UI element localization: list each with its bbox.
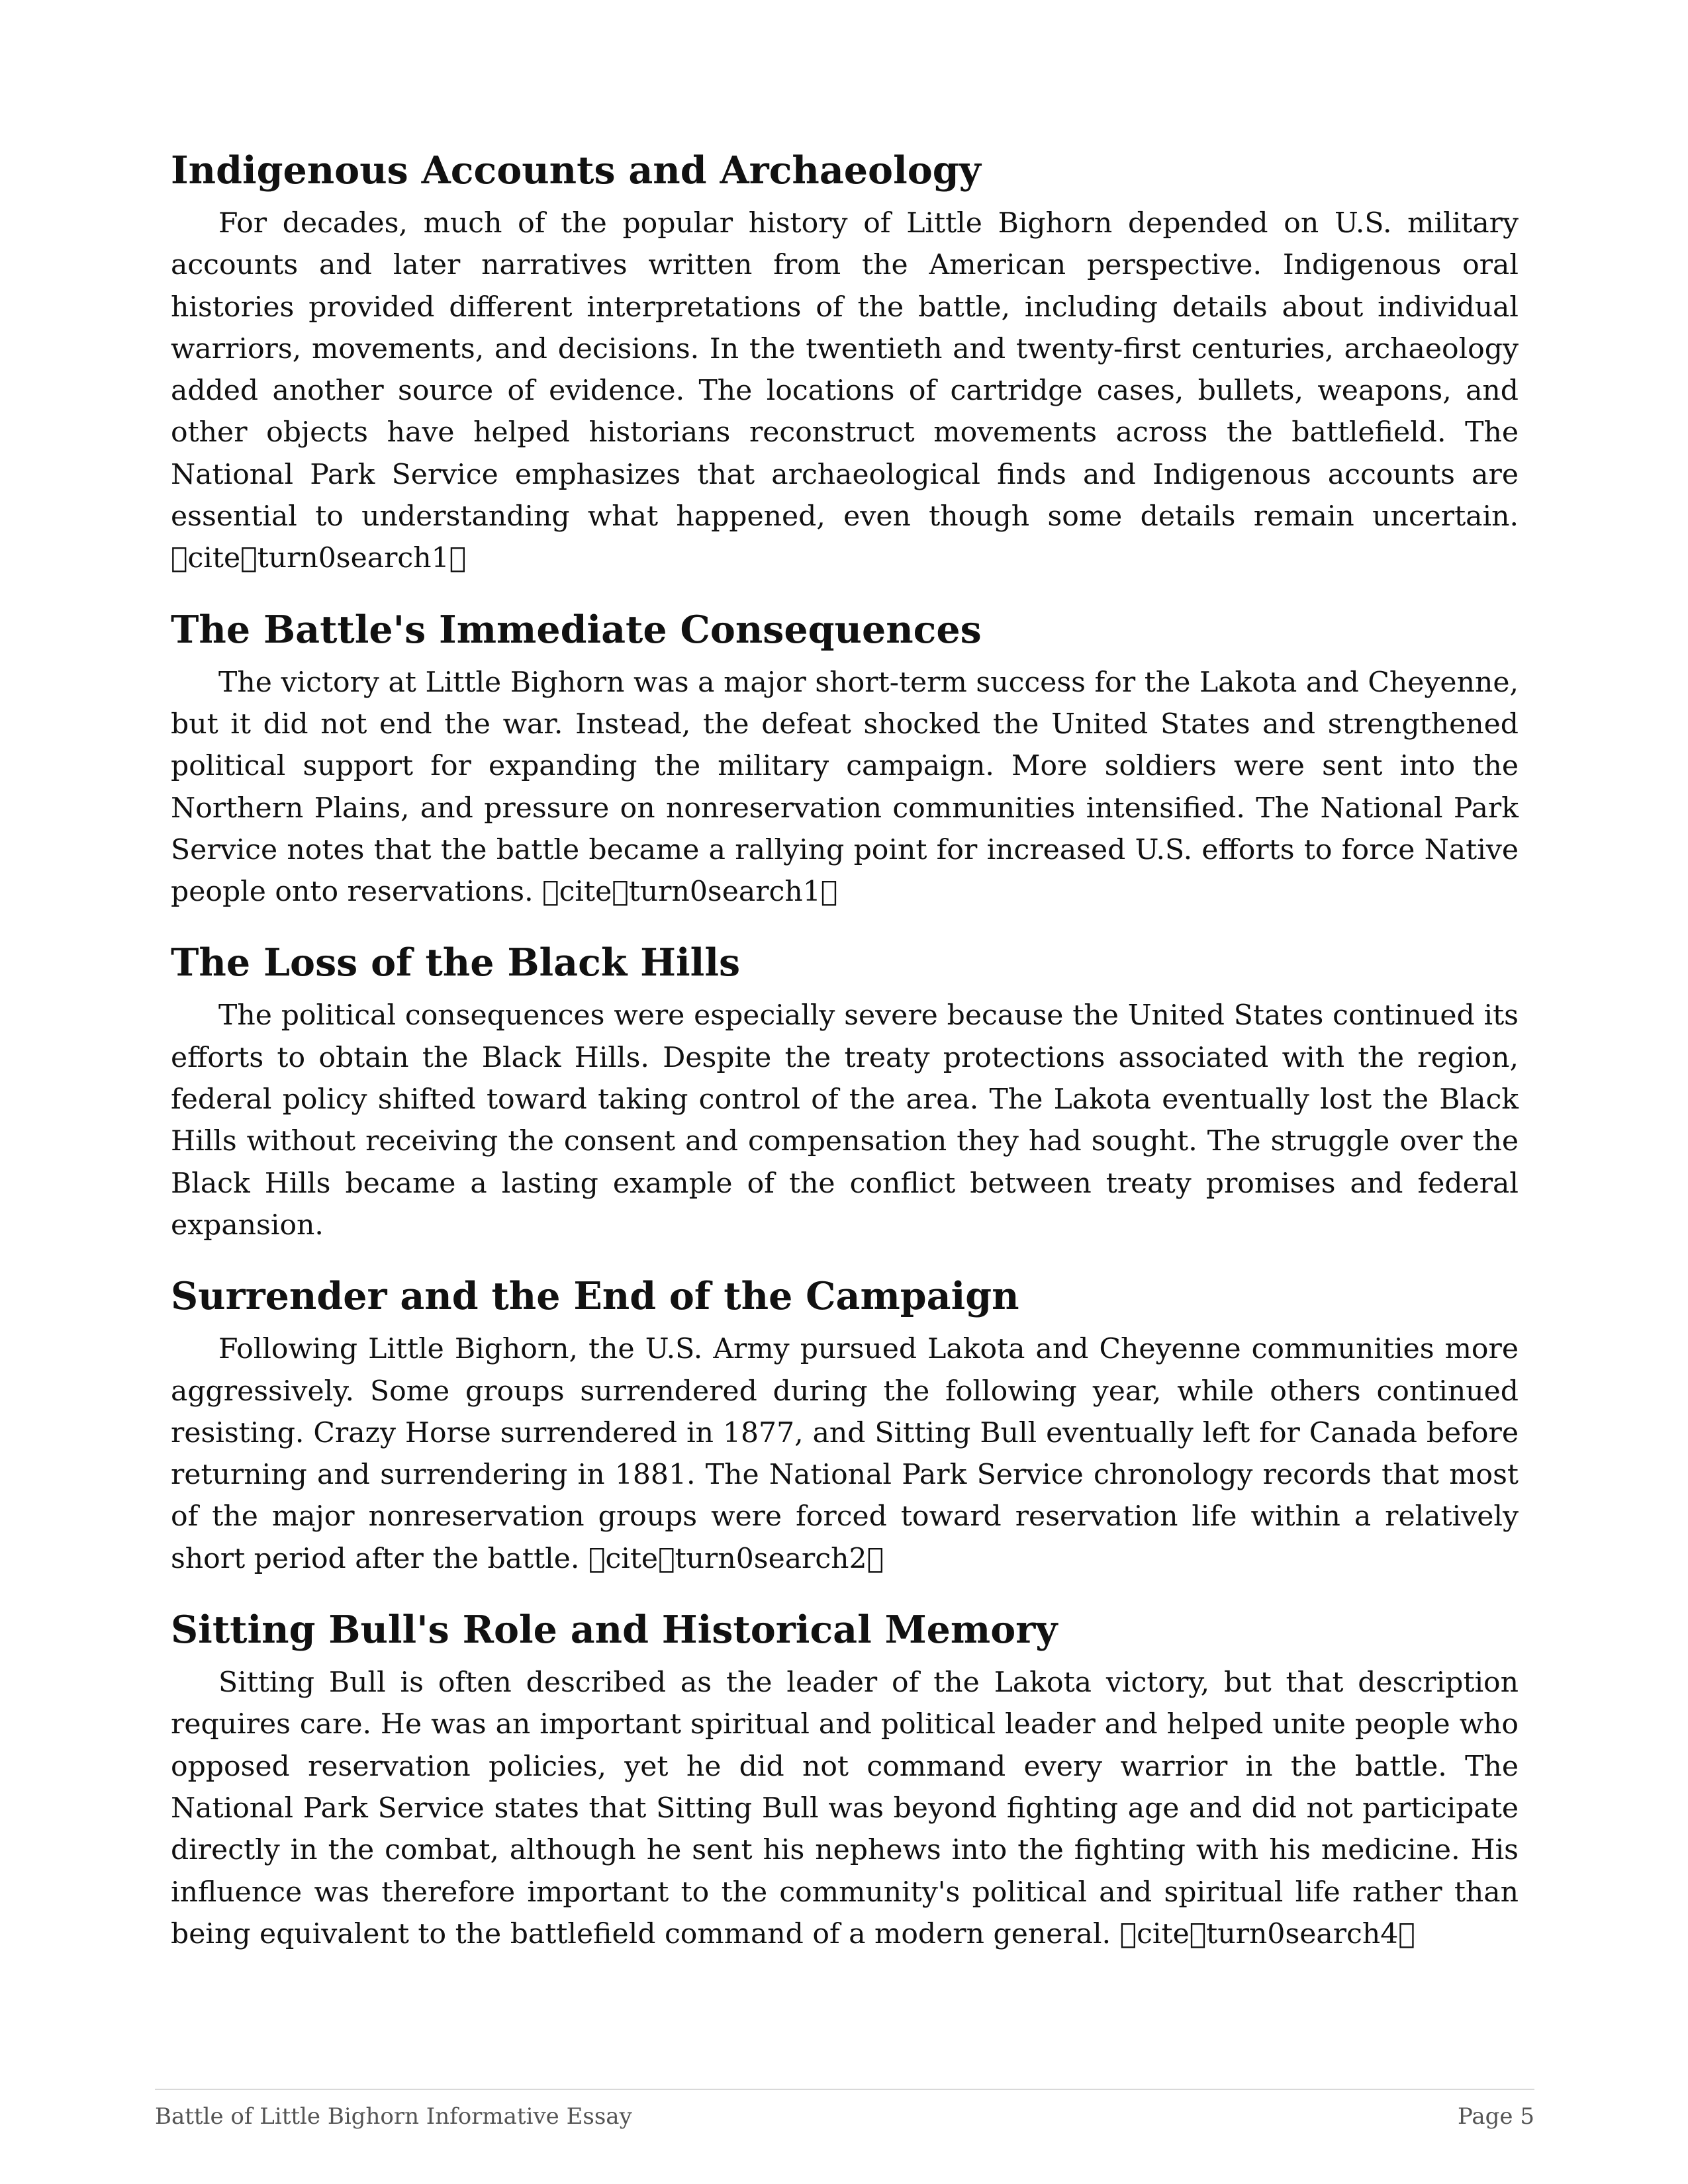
section-heading: The Loss of the Black Hills xyxy=(171,940,741,985)
page-footer xyxy=(155,2089,1534,2130)
section-indigenous-accounts xyxy=(171,144,1519,580)
section-paragraph: The political consequences were especially severe because the United States continued its efforts to obtain the Black Hills. Despite the treaty protections associated with the region, federal policy shifted toward taking control of the area. The Lakota eventually lost the Black Hills without receiving the consent and compensation they had sought. The struggle over the Black Hills became a lasting example of the conflict between treaty promises and federal expansion. xyxy=(171,999,1519,1242)
section-paragraph: Sitting Bull is often described as the leader of the Lakota victory, but that description requires care. He was an important spiritual and political leader and helped unite people who opposed reservation policies, yet he did not command every warrior in the battle. The National Park Service states that Sitting Bull was beyond fighting age and did not participate directly in the combat, although he sent his nephews into the fighting with his medicine. His influence was therefore important to the community's political and spiritual life rather than being equivalent to the battlefield command of a modern general. cite turn0search4 xyxy=(171,1666,1519,1950)
section-paragraph: For decades, much of the popular history of Little Bighorn depended on U.S. military accounts and later narratives written from the American perspective. Indigenous oral histories provided different interpretations of the battle, including details about individual warriors, movements, and decisions. In the twentieth and twenty-first centuries, archaeology added another source of evidence. The locations of cartridge cases, bullets, weapons, and other objects have helped historians reconstruct movements across the battlefield. The National Park Service emphasizes that archaeological finds and Indigenous accounts are essential to understanding what happened, even though some details remain uncertain. cite turn0search1 xyxy=(171,207,1519,575)
section-paragraph: Following Little Bighorn, the U.S. Army pursued Lakota and Cheyenne communities more aggressively. Some groups surrendered during the following year, while others continued resisting. Crazy Horse surrendered in 1877, and Sitting Bull eventually left for Canada before returning and surrendering in 1881. The National Park Service chronology records that most of the major nonreservation groups were forced toward reservation life within a relatively short period after the battle. cite turn0search2 xyxy=(171,1333,1519,1575)
section-heading: Indigenous Accounts and Archaeology xyxy=(171,148,981,193)
footer-page-number: Page 5 xyxy=(1458,2103,1534,2130)
footer-document-title: Battle of Little Bighorn Informative Essay xyxy=(155,2103,632,2130)
section-surrender xyxy=(171,1270,1519,1580)
section-heading: Surrender and the End of the Campaign xyxy=(171,1274,1019,1319)
section-immediate-consequences xyxy=(171,604,1519,913)
section-heading: The Battle's Immediate Consequences xyxy=(171,607,982,652)
section-heading: Sitting Bull's Role and Historical Memory xyxy=(171,1608,1058,1653)
section-paragraph: The victory at Little Bighorn was a major short-term success for the Lakota and Cheyenne, but it did not end the war. Instead, the defeat shocked the United States and strengthened political support for expanding the military campaign. More soldiers were sent into the Northern Plains, and pressure on nonreservation communities intensified. The National Park Service notes that the battle became a rallying point for increased U.S. efforts to force Native people onto reservations. cite turn0search1 xyxy=(171,666,1519,909)
section-sitting-bull xyxy=(171,1604,1519,1955)
section-black-hills xyxy=(171,936,1519,1246)
document-content xyxy=(171,144,1519,1979)
